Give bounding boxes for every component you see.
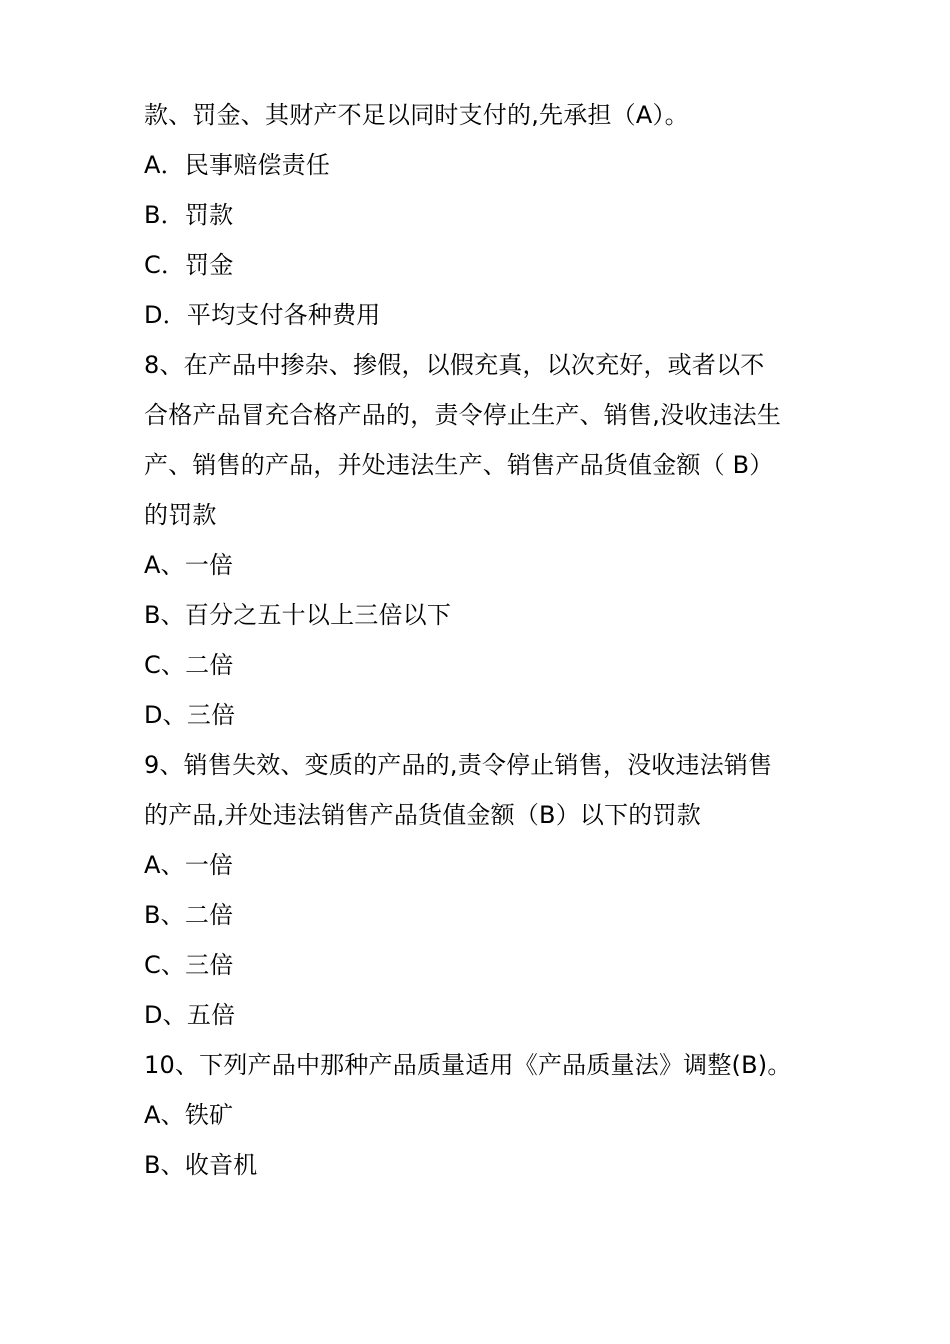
question-8 — [144, 340, 814, 540]
option-7d: D．平均支付各种费用 — [144, 301, 381, 329]
option-8a: A、一倍 — [144, 551, 234, 579]
option-8b: B、百分之五十以上三倍以下 — [144, 601, 452, 629]
option-9a: A、一倍 — [144, 851, 234, 879]
question-8-line-3: 产、销售的产品，并处违法生产、销售产品货值金额（ B） — [144, 451, 774, 479]
question-9-line-2: 的产品,并处违法销售产品货值金额（B）以下的罚款 — [144, 801, 701, 829]
option-9d: D、五倍 — [144, 1001, 236, 1029]
document-body — [144, 90, 814, 1190]
option-8c: C、二倍 — [144, 651, 234, 679]
question-10: 10、下列产品中那种产品质量适用《产品质量法》调整(B)。 — [144, 1051, 792, 1079]
option-9c: C、三倍 — [144, 951, 234, 979]
question-9 — [144, 740, 814, 840]
option-10a: A、铁矿 — [144, 1101, 234, 1129]
question-9-line-1: 9、销售失效、变质的产品的,责令停止销售，没收违法销售 — [144, 751, 773, 779]
option-7b: B．罚款 — [144, 201, 234, 229]
option-9b: B、二倍 — [144, 901, 234, 929]
option-8d: D、三倍 — [144, 701, 236, 729]
option-10b: B、收音机 — [144, 1151, 258, 1179]
option-7a: A．民事赔偿责任 — [144, 151, 331, 179]
question-8-line-1: 8、在产品中掺杂、掺假，以假充真，以次充好，或者以不 — [144, 351, 765, 379]
question-8-line-2: 合格产品冒充合格产品的，责令停止生产、销售,没收违法生 — [144, 401, 782, 429]
question-8-line-4: 的罚款 — [144, 501, 217, 529]
option-7c: C．罚金 — [144, 251, 234, 279]
question-7-tail: 款、罚金、其财产不足以同时支付的,先承担（A）。 — [144, 101, 689, 129]
